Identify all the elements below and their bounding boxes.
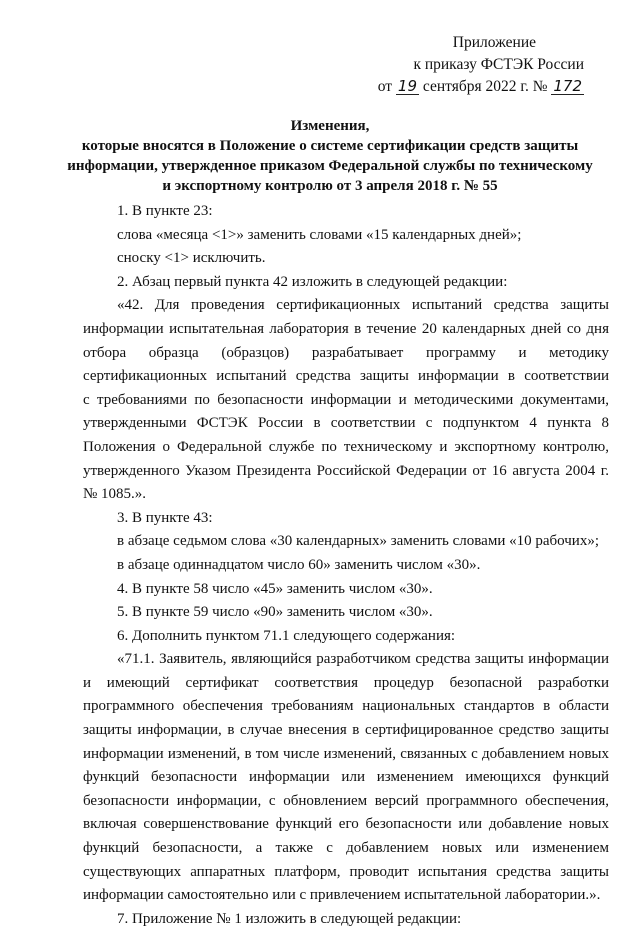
para-71-1-line-3: программного обеспечения требованиям национальных стандартов в области (83, 698, 609, 715)
date-rest: сентября 2022 г. № (422, 78, 548, 95)
para-42-line-9: № 1085.». (83, 486, 147, 503)
handwritten-order-number: 172 (553, 77, 582, 95)
item-1-words: слова «месяца <1>» заменить словами «15 календарных дней»; (117, 226, 522, 243)
para-71-1-line-6: функций безопасности информации или изменением имеющихся функций (83, 769, 609, 786)
para-71-1-line-5: информации изменений, в том числе изменений, связанных с добавлением новых (83, 745, 609, 762)
appendix-header (378, 32, 584, 98)
para-71-1-line-4: защиты информации, в случае внесения в сертифицированное средство защиты (83, 722, 609, 739)
date-prefix: от (377, 78, 393, 95)
order-reference: к приказу ФСТЭК России (413, 56, 584, 73)
para-71-1-line-11: информации самостоятельно или с привлечением испытательной лаборатории.». (83, 887, 601, 904)
para-42-line-3: отбора образца (образцов) разрабатывает программу и методику (83, 344, 609, 361)
para-71-1-line-10: существующих аппаратных платформ, проводит испытания средства защиты (83, 863, 609, 880)
para-42-line-4: сертификационных испытаний средства защиты информации в соответствии (83, 368, 609, 385)
para-71-1-line-2: и имеющий сертификат соответствия процедур безопасной разработки (83, 674, 609, 691)
appendix-label: Приложение (452, 34, 536, 51)
para-42-line-2: информации испытательная лаборатория в течение 20 календарных дней со дня (83, 320, 609, 337)
item-6-heading: 6. Дополнить пунктом 71.1 следующего содержания: (117, 627, 456, 644)
item-1-footnote: сноску <1> исключить. (117, 250, 266, 267)
title-line-2: которые вносятся в Положение о системе сертификации средств защиты (81, 138, 579, 154)
para-42-line-7: Положения о Федеральной службе по техническому и экспортному контролю, (83, 438, 609, 455)
para-71-1-line-8: включая совершенствование функций его безопасности или добавление новых (83, 816, 609, 833)
para-42-line-8: утвержденного Указом Президента Российской Федерации от 16 августа 2004 г. (83, 462, 609, 479)
para-42-line-5: с требованиями по безопасности информации и методическими документами, (83, 391, 609, 408)
handwritten-day: 19 (397, 77, 417, 95)
title-line-4: и экспортному контролю от 3 апреля 2018 г. № 55 (162, 178, 498, 194)
item-7-heading: 7. Приложение № 1 изложить в следующей редакции: (117, 910, 462, 927)
para-42-line-1: «42. Для проведения сертификационных испытаний средства защиты (117, 297, 609, 314)
para-71-1-line-7: безопасности информации, с обновлением версий программного обеспечения, (83, 792, 609, 809)
item-5: 5. В пункте 59 число «90» заменить числом «30». (117, 604, 433, 621)
order-date-line (378, 76, 584, 98)
item-4: 4. В пункте 58 число «45» заменить числом «30». (117, 580, 433, 597)
para-71-1-line-1: «71.1. Заявитель, являющийся разработчиком средства защиты информации (117, 651, 609, 668)
document-body (83, 200, 609, 931)
item-1-heading: 1. В пункте 23: (117, 203, 213, 219)
item-3-heading: 3. В пункте 43: (117, 509, 213, 526)
item-3-para-7: в абзаце седьмом слова «30 календарных» заменить словами «10 рабочих»; (117, 533, 599, 550)
item-3-para-11: в абзаце одиннадцатом число 60» заменить числом «30». (117, 556, 481, 573)
document-title (60, 116, 600, 196)
para-42-line-6: утвержденными ФСТЭК России в соответствии с подпунктом 4 пункта 8 (83, 415, 609, 432)
title-line-1: Изменения, (290, 118, 370, 134)
para-71-1-line-9: функций безопасности, а также с добавлением новых или изменением (83, 840, 609, 857)
item-2-heading: 2. Абзац первый пункта 42 изложить в следующей редакции: (117, 273, 508, 290)
title-line-3: информации, утвержденное приказом Федеральной службы по техническому (67, 158, 593, 174)
